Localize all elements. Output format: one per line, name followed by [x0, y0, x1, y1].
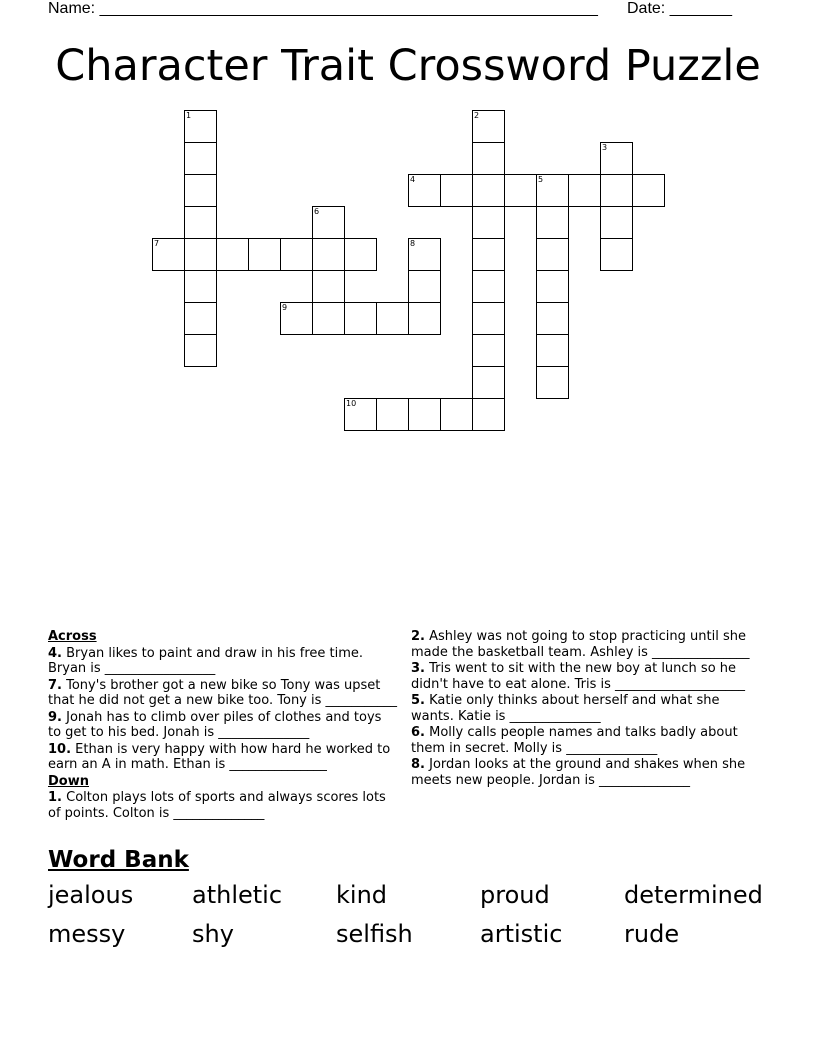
down-heading: Down: [48, 773, 89, 789]
word-bank-item: determined: [624, 881, 763, 909]
crossword-cell[interactable]: [632, 174, 665, 207]
crossword-cell[interactable]: [376, 398, 409, 431]
clue-text: Tony's brother got a new bike so Tony was upset that he did not get a new bike too. Tony is ___________: [48, 677, 398, 708]
clue-number: 1.: [48, 790, 62, 805]
across-heading: Across: [48, 629, 97, 644]
clue-text: Ethan is very happy with how hard he worked to earn an A in math. Ethan is _______________: [48, 741, 391, 772]
clue-number: 6.: [411, 725, 425, 740]
word-bank-item: shy: [192, 920, 234, 948]
clue-number-label: 2: [474, 111, 480, 120]
clue-number-label: 8: [410, 239, 416, 248]
crossword-cell[interactable]: [536, 270, 569, 303]
crossword-cell[interactable]: [184, 110, 217, 143]
crossword-cell[interactable]: [472, 398, 505, 431]
crossword-cell[interactable]: [248, 238, 281, 271]
crossword-cell[interactable]: [408, 174, 441, 207]
crossword-cell[interactable]: [312, 238, 345, 271]
clue-down-3: [411, 661, 761, 692]
crossword-cell[interactable]: [344, 302, 377, 335]
crossword-cell[interactable]: [504, 174, 537, 207]
clue-number: 9.: [48, 709, 62, 725]
clue-number-label: 7: [154, 239, 160, 248]
name-field[interactable]: Name: ________________________________________________________: [48, 0, 598, 17]
crossword-cell[interactable]: [408, 238, 441, 271]
clue-number: 5.: [411, 693, 425, 708]
word-bank-item: selfish: [336, 920, 413, 948]
word-bank-item: messy: [48, 920, 126, 948]
clue-text: Jonah has to climb over piles of clothes and toys to get to his bed. Jonah is ______________: [48, 709, 382, 740]
clue-across-7: [48, 678, 398, 709]
crossword-cell[interactable]: [408, 270, 441, 303]
clue-number-label: 9: [282, 303, 288, 312]
clue-down-1: [48, 790, 398, 821]
crossword-cell[interactable]: [184, 334, 217, 367]
crossword-cell[interactable]: [472, 334, 505, 367]
crossword-cell[interactable]: [472, 366, 505, 399]
crossword-cell[interactable]: [280, 302, 313, 335]
word-bank-item: jealous: [48, 881, 134, 909]
date-field[interactable]: Date: _______: [627, 0, 732, 17]
crossword-cell[interactable]: [184, 142, 217, 175]
crossword-cell[interactable]: [312, 270, 345, 303]
crossword-cell[interactable]: [472, 142, 505, 175]
clue-text: Molly calls people names and talks badly about them in secret. Molly is ______________: [411, 725, 738, 756]
crossword-cell[interactable]: [184, 302, 217, 335]
crossword-cell[interactable]: [344, 398, 377, 431]
crossword-cell[interactable]: [440, 174, 473, 207]
crossword-cell[interactable]: [184, 238, 217, 271]
crossword-cell[interactable]: [344, 238, 377, 271]
clues-column-left: [48, 629, 398, 822]
crossword-cell[interactable]: [280, 238, 313, 271]
word-bank-item: artistic: [480, 920, 563, 948]
crossword-cell[interactable]: [536, 334, 569, 367]
crossword-cell[interactable]: [184, 174, 217, 207]
crossword-cell[interactable]: [184, 206, 217, 239]
word-bank-item: athletic: [192, 881, 283, 909]
clue-number: 10.: [48, 741, 72, 757]
clue-across-10: [48, 742, 398, 773]
crossword-cell[interactable]: [536, 238, 569, 271]
clue-down-5: [411, 693, 761, 724]
crossword-cell[interactable]: [536, 174, 569, 207]
clue-number: 8.: [411, 757, 425, 772]
clue-number-label: 5: [538, 175, 544, 184]
clue-down-6: [411, 725, 761, 756]
crossword-cell[interactable]: [152, 238, 185, 271]
crossword-cell[interactable]: [472, 110, 505, 143]
crossword-cell[interactable]: [600, 206, 633, 239]
clue-number-label: 4: [410, 175, 416, 184]
clue-text: Bryan likes to paint and draw in his free time. Bryan is _________________: [48, 645, 364, 676]
crossword-cell[interactable]: [600, 142, 633, 175]
clues-column-right: [411, 629, 761, 789]
crossword-grid: [0, 0, 816, 440]
crossword-cell[interactable]: [536, 366, 569, 399]
word-bank-title: Word Bank: [48, 847, 189, 873]
word-bank-item: rude: [624, 920, 680, 948]
clue-across-9: [48, 710, 398, 741]
word-bank-item: proud: [480, 881, 550, 909]
crossword-cell[interactable]: [472, 238, 505, 271]
crossword-cell[interactable]: [472, 206, 505, 239]
clue-number: 3.: [411, 661, 425, 676]
clue-number-label: 10: [346, 399, 357, 408]
crossword-cell[interactable]: [312, 206, 345, 239]
clue-number: 2.: [411, 629, 425, 644]
clue-text: Jordan looks at the ground and shakes when she meets new people. Jordan is ______________: [411, 757, 746, 788]
clue-text: Tris went to sit with the new boy at lunch so he didn't have to eat alone. Tris is ____________________: [411, 661, 746, 692]
crossword-cell[interactable]: [408, 302, 441, 335]
clue-number: 7.: [48, 677, 62, 693]
crossword-cell[interactable]: [600, 174, 633, 207]
crossword-cell[interactable]: [568, 174, 601, 207]
crossword-cell[interactable]: [536, 206, 569, 239]
crossword-cell[interactable]: [536, 302, 569, 335]
clue-down-8: [411, 757, 761, 788]
clue-across-4: [48, 646, 398, 677]
crossword-cell[interactable]: [472, 270, 505, 303]
crossword-cell[interactable]: [472, 174, 505, 207]
page-title: Character Trait Crossword Puzzle: [55, 41, 761, 91]
crossword-cell[interactable]: [472, 302, 505, 335]
clue-number: 4.: [48, 645, 62, 661]
clue-text: Ashley was not going to stop practicing until she made the basketball team. Ashley is _______________: [411, 629, 750, 660]
word-bank-item: kind: [336, 881, 388, 909]
crossword-cell[interactable]: [216, 238, 249, 271]
crossword-cell[interactable]: [440, 398, 473, 431]
clue-number-label: 6: [314, 207, 320, 216]
crossword-cell[interactable]: [184, 270, 217, 303]
clue-text: Katie only thinks about herself and what she wants. Katie is ______________: [411, 693, 720, 724]
clue-number-label: 1: [186, 111, 192, 120]
crossword-cell[interactable]: [600, 238, 633, 271]
clue-down-2: [411, 629, 761, 660]
crossword-cell[interactable]: [408, 398, 441, 431]
crossword-cell[interactable]: [312, 302, 345, 335]
clue-text: Colton plays lots of sports and always scores lots of points. Colton is ______________: [48, 790, 386, 821]
crossword-cell[interactable]: [376, 302, 409, 335]
clue-number-label: 3: [602, 143, 608, 152]
